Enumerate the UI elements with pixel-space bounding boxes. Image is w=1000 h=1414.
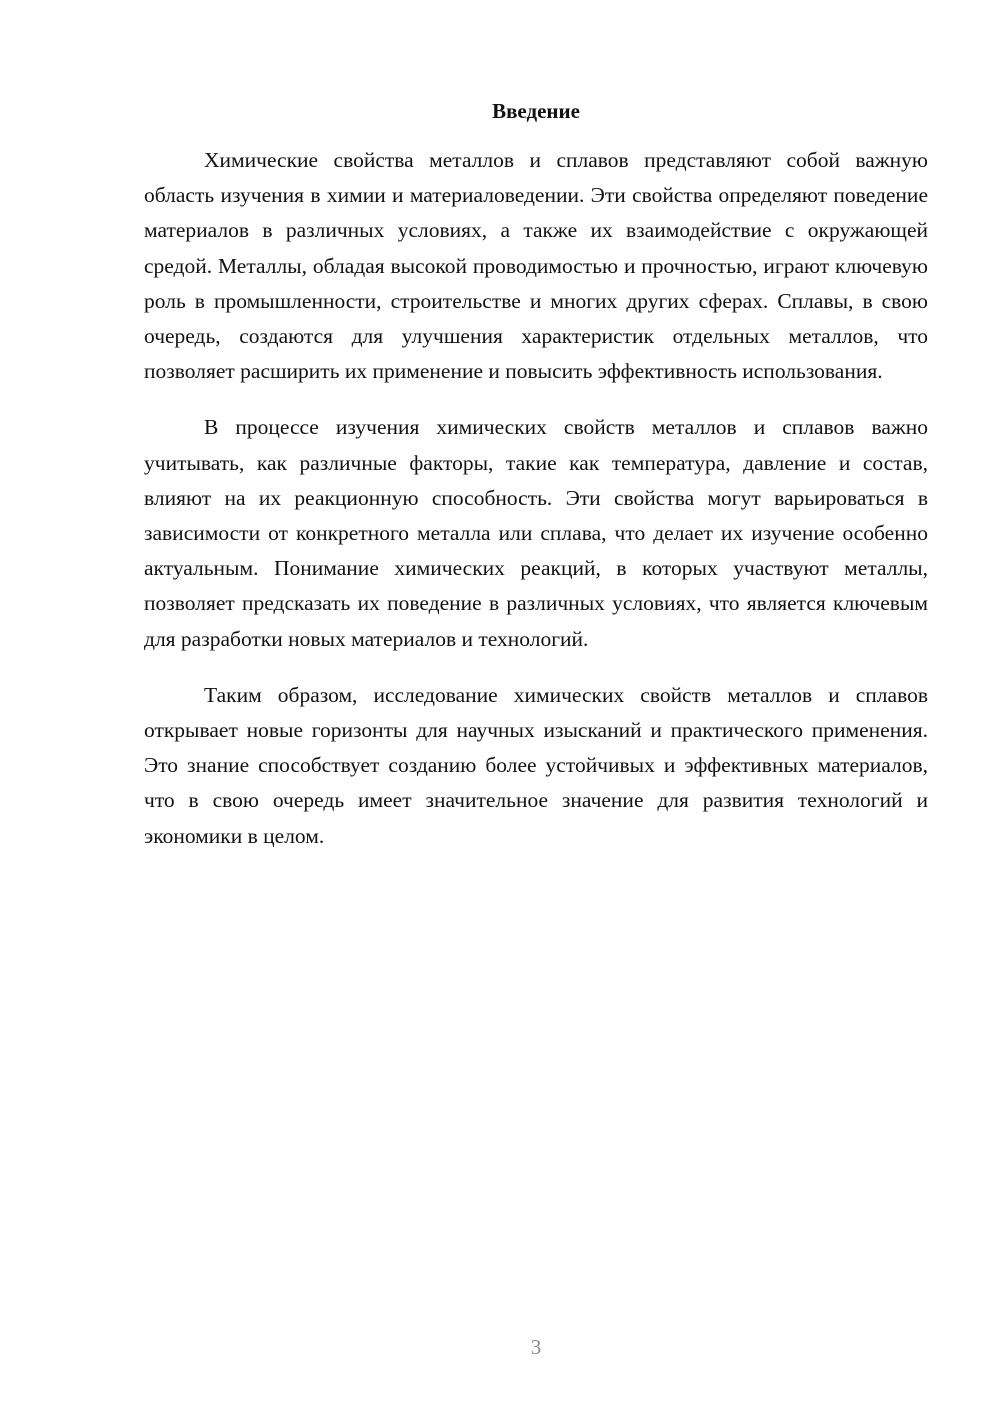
section-title: Введение — [492, 99, 580, 123]
paragraph-3: Таким образом, исследование химических свойств металлов и сплавов открывает новые горизонты для научных изысканий и практического применения. Это знание способствует созданию более устойчивых и эффективных материалов, что в свою очередь имеет значительное значение для развития технологий и экономики в целом. — [144, 682, 928, 848]
paragraph-1: Химические свойства металлов и сплавов представляют собой важную область изучения в химии и материаловедении. Эти свойства определяют поведение материалов в различных условиях, а также их взаимодействие с окружающей средой. Металлы, обладая высокой проводимостью и прочностью, играют ключевую роль в промышленности, строительстве и многих других сферах. Сплавы, в свою очередь, создаются для улучшения характеристик отдельных металлов, что позволяет расширить их применение и повысить эффективность использования. — [144, 148, 928, 384]
body-text — [144, 143, 928, 875]
page-number: 3 — [530, 1335, 542, 1359]
paragraph-2: В процессе изучения химических свойств металлов и сплавов важно учитывать, как различные факторы, такие как температура, давление и состав, влияют на их реакционную способность. Эти свойства могут варьироваться в зависимости от конкретного металла или сплава, что делает их изучение особенно актуальным. Понимание химических реакций, в которых участвуют металлы, позволяет предсказать их поведение в различных условиях, что является ключевым для разработки новых материалов и технологий. — [144, 415, 928, 651]
